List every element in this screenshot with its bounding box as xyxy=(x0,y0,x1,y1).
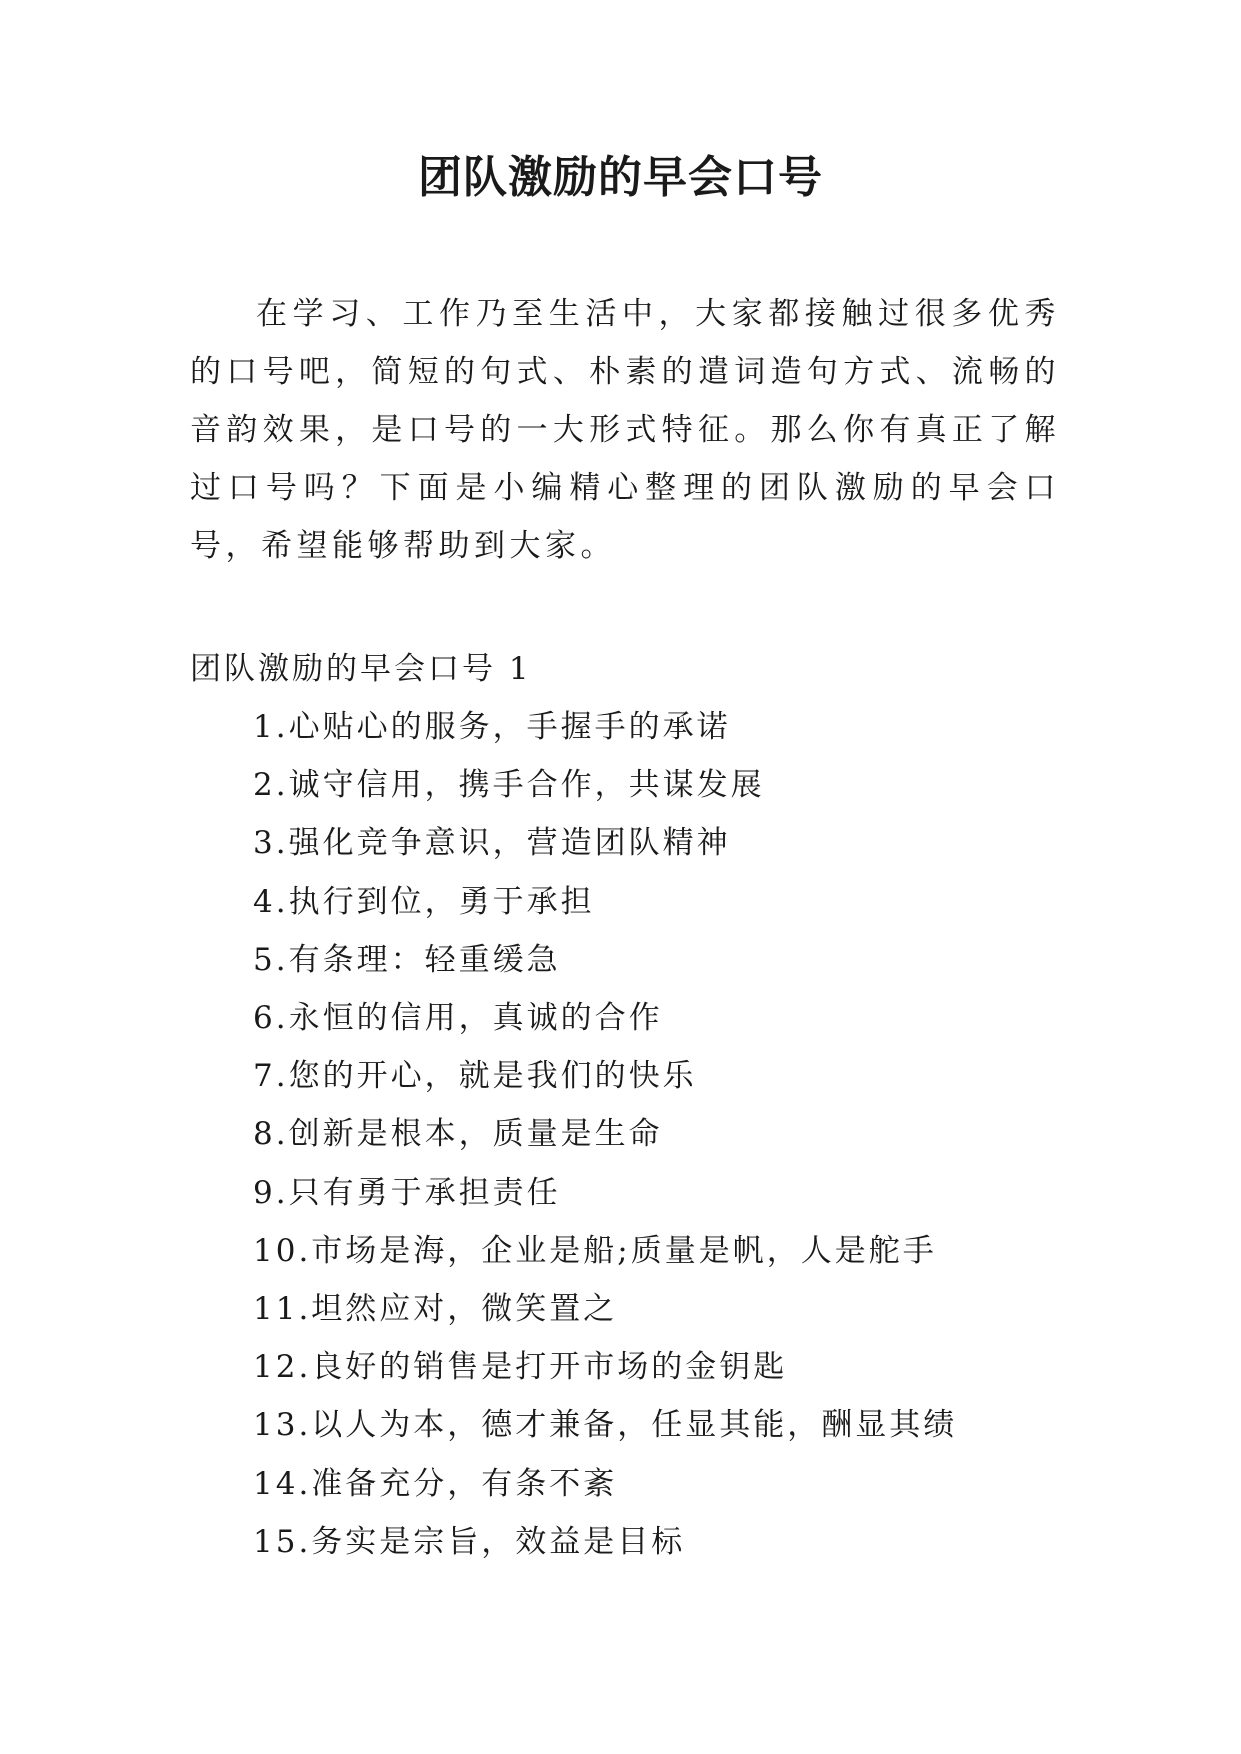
slogan-item-6: 6.永恒的信用，真诚的合作 xyxy=(253,1000,663,1037)
slogan-item-3: 3.强化竞争意识，营造团队精神 xyxy=(253,825,731,862)
intro-paragraph: 在学习、工作乃至生活中，大家都接触过很多优秀的口号吧，简短的句式、朴素的遣词造句方式、流畅的音韵效果，是口号的一大形式特征。那么你有真正了解过口号吗？下面是小编精心整理的团队激励的早会口号，希望能够帮助到大家。 xyxy=(190,296,1060,564)
slogan-item-12: 12.良好的销售是打开市场的金钥匙 xyxy=(253,1349,788,1386)
section-heading: 团队激励的早会口号 1 xyxy=(190,651,532,687)
slogan-item-2: 2.诚守信用，携手合作，共谋发展 xyxy=(253,767,765,804)
page-title: 团队激励的早会口号 xyxy=(418,152,823,203)
slogan-item-9: 9.只有勇于承担责任 xyxy=(253,1174,561,1211)
slogan-item-14: 14.准备充分，有条不紊 xyxy=(253,1465,618,1502)
slogan-item-8: 8.创新是根本，质量是生命 xyxy=(253,1116,663,1153)
slogan-list xyxy=(253,698,957,1571)
slogan-item-1: 1.心贴心的服务，手握手的承诺 xyxy=(253,709,731,745)
slogan-item-4: 4.执行到位，勇于承担 xyxy=(253,883,595,920)
slogan-item-15: 15.务实是宗旨，效益是目标 xyxy=(253,1523,686,1560)
slogan-item-13: 13.以人为本，德才兼备，任显其能，酬显其绩 xyxy=(253,1407,958,1444)
slogan-item-10: 10.市场是海，企业是船;质量是帆，人是舵手 xyxy=(253,1232,937,1269)
slogan-item-7: 7.您的开心，就是我们的快乐 xyxy=(253,1058,697,1095)
slogan-item-5: 5.有条理：轻重缓急 xyxy=(253,941,561,978)
slogan-item-11: 11.坦然应对，微笑置之 xyxy=(253,1291,618,1328)
